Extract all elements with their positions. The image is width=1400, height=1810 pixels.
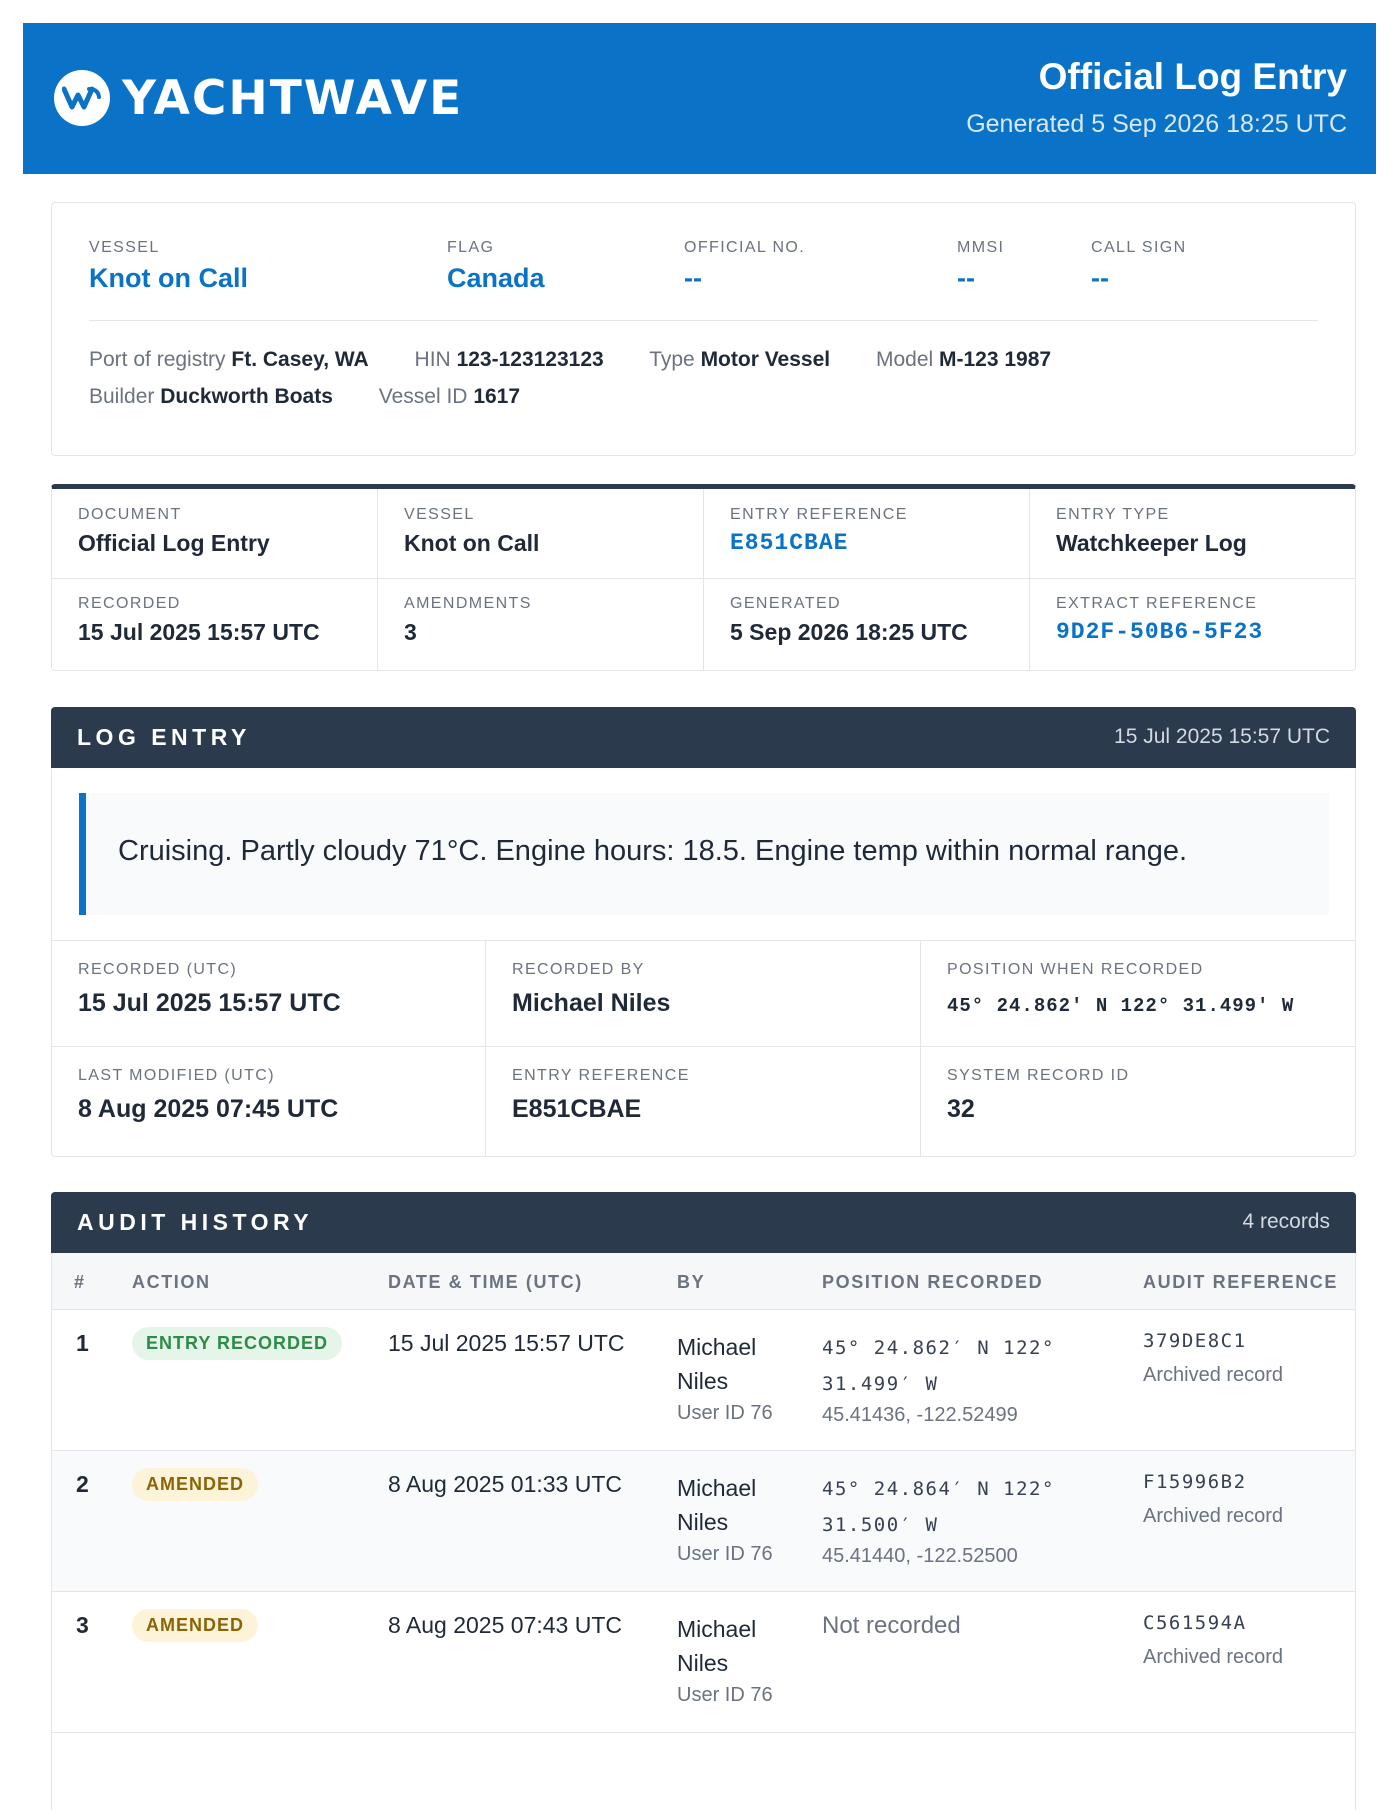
extract-reference-value: 9D2F-50B6-5F23: [1056, 619, 1264, 645]
divider: [52, 940, 1355, 941]
position-dms: 45° 24.864′ N 122° 31.500′ W: [822, 1478, 1055, 1536]
row-audit-reference: [1143, 1612, 1283, 1669]
entry-reference-value: E851CBAE: [730, 530, 849, 556]
document-cell: [52, 489, 378, 578]
meta-label: Port of registry: [89, 348, 226, 371]
user-name: Michael Niles: [677, 1475, 757, 1535]
field-label: SYSTEM RECORD ID: [947, 1067, 1130, 1084]
last-modified-value: 8 Aug 2025 07:45 UTC: [78, 1095, 339, 1123]
field-label: POSITION WHEN RECORDED: [947, 961, 1204, 978]
flag-value: Canada: [447, 263, 545, 293]
meta-label: Model: [875, 348, 934, 371]
log-entry-section-header: [51, 707, 1356, 768]
vessel-value: Knot on Call: [404, 530, 540, 556]
row-position: [822, 1471, 1102, 1568]
row-by: [677, 1612, 797, 1707]
yachtwave-logo-icon: [54, 70, 110, 126]
last-modified-cell: [52, 1067, 338, 1124]
user-id: User ID 76: [677, 1684, 773, 1706]
document-summary-card: [51, 484, 1356, 671]
row-datetime: 15 Jul 2025 15:57 UTC: [388, 1330, 625, 1356]
field-label: RECORDED BY: [512, 961, 645, 978]
hin-value: 123-123123123: [456, 348, 604, 371]
field-label: ENTRY TYPE: [1056, 506, 1170, 523]
user-name: Michael Niles: [677, 1334, 757, 1394]
section-title: LOG ENTRY: [77, 724, 251, 750]
audit-record-count: 4 records: [1242, 1210, 1330, 1233]
column-header: #: [74, 1272, 86, 1292]
field-label: VESSEL: [404, 506, 475, 523]
entry-type-value: Watchkeeper Log: [1056, 530, 1247, 556]
user-id: User ID 76: [677, 1402, 773, 1424]
generated-timestamp: Generated 5 Sep 2026 18:25 UTC: [966, 110, 1347, 138]
field-label: VESSEL: [89, 239, 160, 256]
action-badge: ENTRY RECORDED: [132, 1327, 342, 1360]
builder-value: Duckworth Boats: [160, 385, 333, 408]
official-no-value: --: [684, 263, 702, 293]
recorded-by-cell: [486, 961, 670, 1018]
column-header: ACTION: [132, 1272, 211, 1292]
vessel-cell: [378, 489, 704, 578]
position-value: 45° 24.862′ N 122° 31.499′ W: [947, 995, 1295, 1017]
vessel-name: Knot on Call: [89, 263, 248, 293]
field-label: CALL SIGN: [1091, 239, 1187, 256]
mmsi-value: --: [957, 263, 975, 293]
field-label: ENTRY REFERENCE: [512, 1067, 690, 1084]
meta-label: Vessel ID: [378, 385, 468, 408]
audit-history-section-header: [51, 1192, 1356, 1253]
vessel-meta-row-1: [89, 348, 1091, 372]
archived-record-note: Archived record: [1143, 1646, 1284, 1668]
extract-reference-cell: [1030, 578, 1356, 671]
entry-reference-value: E851CBAE: [512, 1095, 642, 1123]
table-row: [52, 1310, 1355, 1451]
field-label: EXTRACT REFERENCE: [1056, 595, 1258, 612]
row-audit-reference: [1143, 1330, 1283, 1387]
field-label: LAST MODIFIED (UTC): [78, 1067, 275, 1084]
entry-reference-cell: [486, 1067, 690, 1124]
audit-reference: F15996B2: [1143, 1471, 1247, 1493]
row-position: [822, 1612, 961, 1640]
field-label: MMSI: [957, 239, 1005, 256]
document-title: Official Log Entry: [1038, 56, 1347, 97]
field-label: FLAG: [447, 239, 495, 256]
row-audit-reference: [1143, 1471, 1283, 1528]
row-datetime: 8 Aug 2025 07:43 UTC: [388, 1612, 622, 1638]
amendments-cell: [378, 578, 704, 671]
row-number: 2: [76, 1471, 89, 1497]
position-cell: [921, 961, 1294, 1017]
flag-field: [447, 239, 545, 294]
meta-label: HIN: [414, 348, 451, 371]
field-label: AMENDMENTS: [404, 595, 532, 612]
generated-value: 5 Sep 2026 18:25 UTC: [730, 619, 968, 645]
row-position: [822, 1330, 1102, 1427]
log-entry-text: Cruising. Partly cloudy 71°C. Engine hours: 18.5. Engine temp within normal range.: [118, 835, 1188, 867]
entry-reference-cell: [704, 489, 1030, 578]
recorded-cell: [52, 578, 378, 671]
log-entry-body: [51, 768, 1356, 1157]
position-not-recorded: Not recorded: [822, 1612, 961, 1639]
type-value: Motor Vessel: [700, 348, 831, 371]
row-datetime: 8 Aug 2025 01:33 UTC: [388, 1471, 622, 1497]
generated-cell: [704, 578, 1030, 671]
user-id: User ID 76: [677, 1543, 773, 1565]
field-label: OFFICIAL NO.: [684, 239, 806, 256]
recorded-value: 15 Jul 2025 15:57 UTC: [78, 619, 320, 645]
divider: [89, 320, 1318, 321]
recorded-by-value: Michael Niles: [512, 989, 671, 1017]
document-header: [23, 23, 1376, 174]
recorded-utc-cell: [52, 961, 341, 1018]
archived-record-note: Archived record: [1143, 1364, 1284, 1386]
mmsi-field: [957, 239, 1004, 294]
position-decimal: 45.41436, -122.52499: [822, 1404, 1018, 1426]
vessel-field: [89, 239, 248, 294]
column-header: AUDIT REFERENCE: [1143, 1272, 1339, 1292]
vessel-info-card: [51, 202, 1356, 456]
field-label: RECORDED: [78, 595, 181, 612]
table-row: [52, 1592, 1355, 1733]
system-record-id-cell: [921, 1067, 1129, 1124]
row-number: 1: [76, 1330, 89, 1356]
row-number: 3: [76, 1612, 89, 1638]
audit-reference: 379DE8C1: [1143, 1330, 1247, 1352]
call-sign-value: --: [1091, 263, 1109, 293]
log-entry-quote: [79, 793, 1329, 915]
brand-name: YACHTWAVE: [122, 70, 464, 126]
port-of-registry: Ft. Casey, WA: [231, 348, 369, 371]
action-badge: AMENDED: [132, 1468, 258, 1501]
audit-reference: C561594A: [1143, 1612, 1247, 1634]
vessel-id-value: 1617: [473, 385, 521, 408]
action-badge: AMENDED: [132, 1609, 258, 1642]
meta-label: Type: [649, 348, 695, 371]
system-record-id-value: 32: [947, 1095, 975, 1123]
field-label: GENERATED: [730, 595, 841, 612]
official-no-field: [684, 239, 805, 294]
field-label: ENTRY REFERENCE: [730, 506, 908, 523]
table-header: [52, 1253, 1355, 1310]
divider: [52, 1046, 1355, 1047]
archived-record-note: Archived record: [1143, 1505, 1284, 1527]
brand-logo: [54, 68, 463, 128]
table-row: [52, 1451, 1355, 1592]
meta-label: Builder: [89, 385, 155, 408]
field-label: RECORDED (UTC): [78, 961, 238, 978]
model-value: M-123 1987: [939, 348, 1052, 371]
entry-type-cell: [1030, 489, 1356, 578]
section-title: AUDIT HISTORY: [77, 1209, 314, 1235]
row-by: [677, 1471, 797, 1566]
column-header: BY: [677, 1272, 706, 1292]
position-dms: 45° 24.862′ N 122° 31.499′ W: [822, 1337, 1055, 1395]
audit-history-table: [51, 1253, 1356, 1810]
position-decimal: 45.41440, -122.52500: [822, 1545, 1018, 1567]
column-header: DATE & TIME (UTC): [388, 1272, 583, 1292]
log-entry-timestamp: 15 Jul 2025 15:57 UTC: [1114, 725, 1330, 748]
row-by: [677, 1330, 797, 1425]
vessel-meta-row-2: [89, 385, 560, 409]
column-header: POSITION RECORDED: [822, 1272, 1044, 1292]
field-label: DOCUMENT: [78, 506, 182, 523]
amendments-value: 3: [404, 619, 417, 645]
recorded-utc-value: 15 Jul 2025 15:57 UTC: [78, 989, 341, 1017]
user-name: Michael Niles: [677, 1616, 757, 1676]
call-sign-field: [1091, 239, 1187, 294]
document-value: Official Log Entry: [78, 530, 270, 556]
